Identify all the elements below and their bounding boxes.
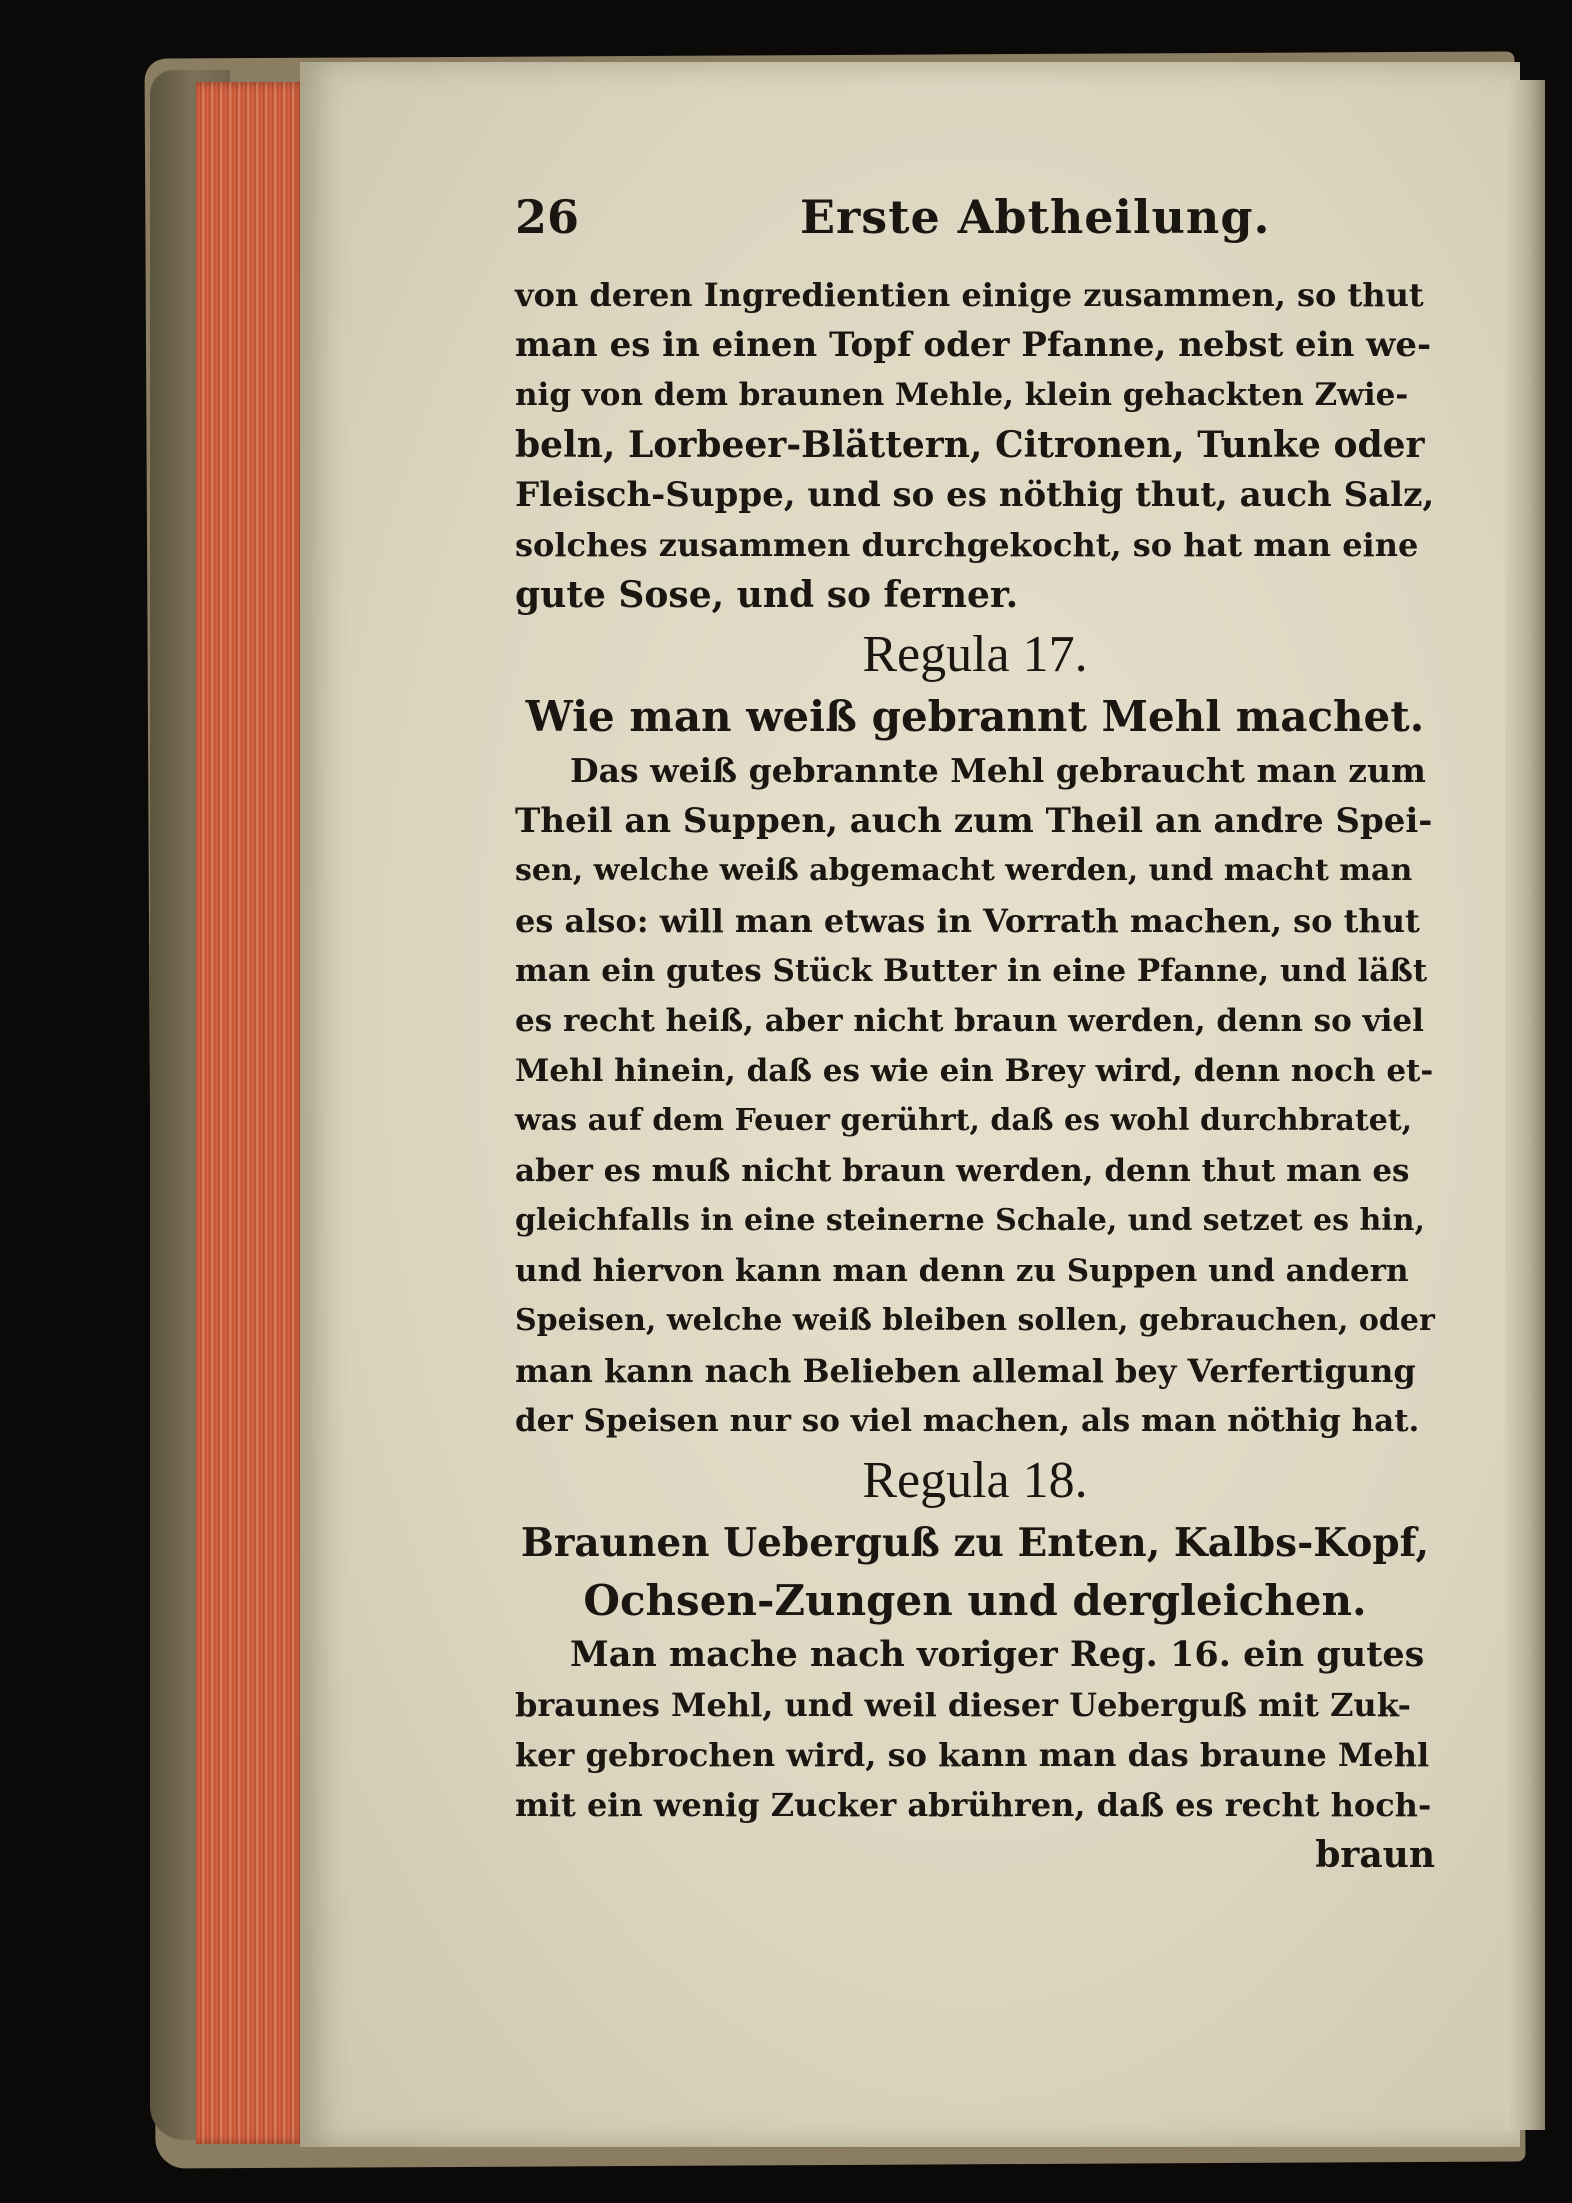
page-number: 26 — [515, 190, 580, 244]
text-line: Das weiß gebrannte Mehl gebraucht man zum — [570, 751, 1426, 790]
section-heading: Regula 18. — [862, 1452, 1088, 1509]
text-line: gleichfalls in eine steinerne Schale, und setzet es hin, — [515, 1203, 1425, 1238]
text-line: man kann nach Belieben allemal bey Verfertigung — [515, 1352, 1416, 1390]
page-text — [515, 190, 1435, 1880]
text-line: es recht heiß, aber nicht braun werden, denn so viel — [515, 1003, 1424, 1039]
section-regula-18 — [515, 1448, 1435, 1830]
text-line: Mehl hinein, daß es wie ein Brey wird, denn noch et- — [515, 1053, 1434, 1089]
text-line: was auf dem Feuer gerührt, daß es wohl durchbratet, — [515, 1103, 1413, 1138]
text-line: man ein gutes Stück Butter in eine Pfanne, und läßt — [515, 953, 1428, 989]
text-line: von deren Ingredientien einige zusammen, so thut — [515, 276, 1424, 314]
text-line: Speisen, welche weiß bleiben sollen, gebrauchen, oder — [515, 1303, 1435, 1338]
text-line: es also: will man etwas in Vorrath machen, so thut — [515, 902, 1420, 940]
text-line: aber es muß nicht braun werden, denn thut man es — [515, 1153, 1410, 1189]
text-line: nig von dem braunen Mehle, klein gehackten Zwie- — [515, 377, 1409, 413]
section-heading: Regula 17. — [862, 626, 1088, 683]
text-line: gute Sose, und so ferner. — [515, 574, 1019, 616]
text-line: Man mache nach voriger Reg. 16. ein gutes — [570, 1634, 1425, 1675]
text-line: Fleisch-Suppe, und so es nöthig thut, auch Salz, — [515, 475, 1435, 515]
text-line: braunes Mehl, und weil dieser Ueberguß mit Zuk- — [515, 1686, 1411, 1724]
text-line: sen, welche weiß abgemacht werden, und macht man — [515, 853, 1413, 888]
text-line: mit ein wenig Zucker abrühren, daß es recht hoch- — [515, 1786, 1432, 1824]
section-title: Braunen Ueberguß zu Enten, Kalbs-Kopf, — [520, 1520, 1430, 1566]
page-edges-red — [196, 82, 308, 2144]
text-line: ker gebrochen wird, so kann man das braune Mehl — [515, 1736, 1430, 1774]
text-line: beln, Lorbeer-Blättern, Citronen, Tunke oder — [515, 424, 1425, 466]
section-title: Wie man weiß gebrannt Mehl machet. — [525, 692, 1425, 741]
page-gutter — [1505, 80, 1545, 2130]
section-regula-17 — [515, 622, 1435, 1446]
running-head: Erste Abtheilung. — [800, 190, 1271, 244]
text-line: Theil an Suppen, auch zum Theil an andre Spei- — [515, 801, 1433, 841]
text-line: solches zusammen durchgekocht, so hat man eine — [515, 526, 1419, 564]
section-title: Ochsen-Zungen und dergleichen. — [583, 1576, 1367, 1625]
text-line: und hiervon kann man denn zu Suppen und andern — [515, 1253, 1409, 1289]
catchword: braun — [1315, 1834, 1435, 1876]
text-line: der Speisen nur so viel machen, als man nöthig hat. — [515, 1403, 1420, 1439]
page-header — [515, 190, 1435, 270]
text-line: man es in einen Topf oder Pfanne, nebst ein we- — [515, 325, 1432, 365]
